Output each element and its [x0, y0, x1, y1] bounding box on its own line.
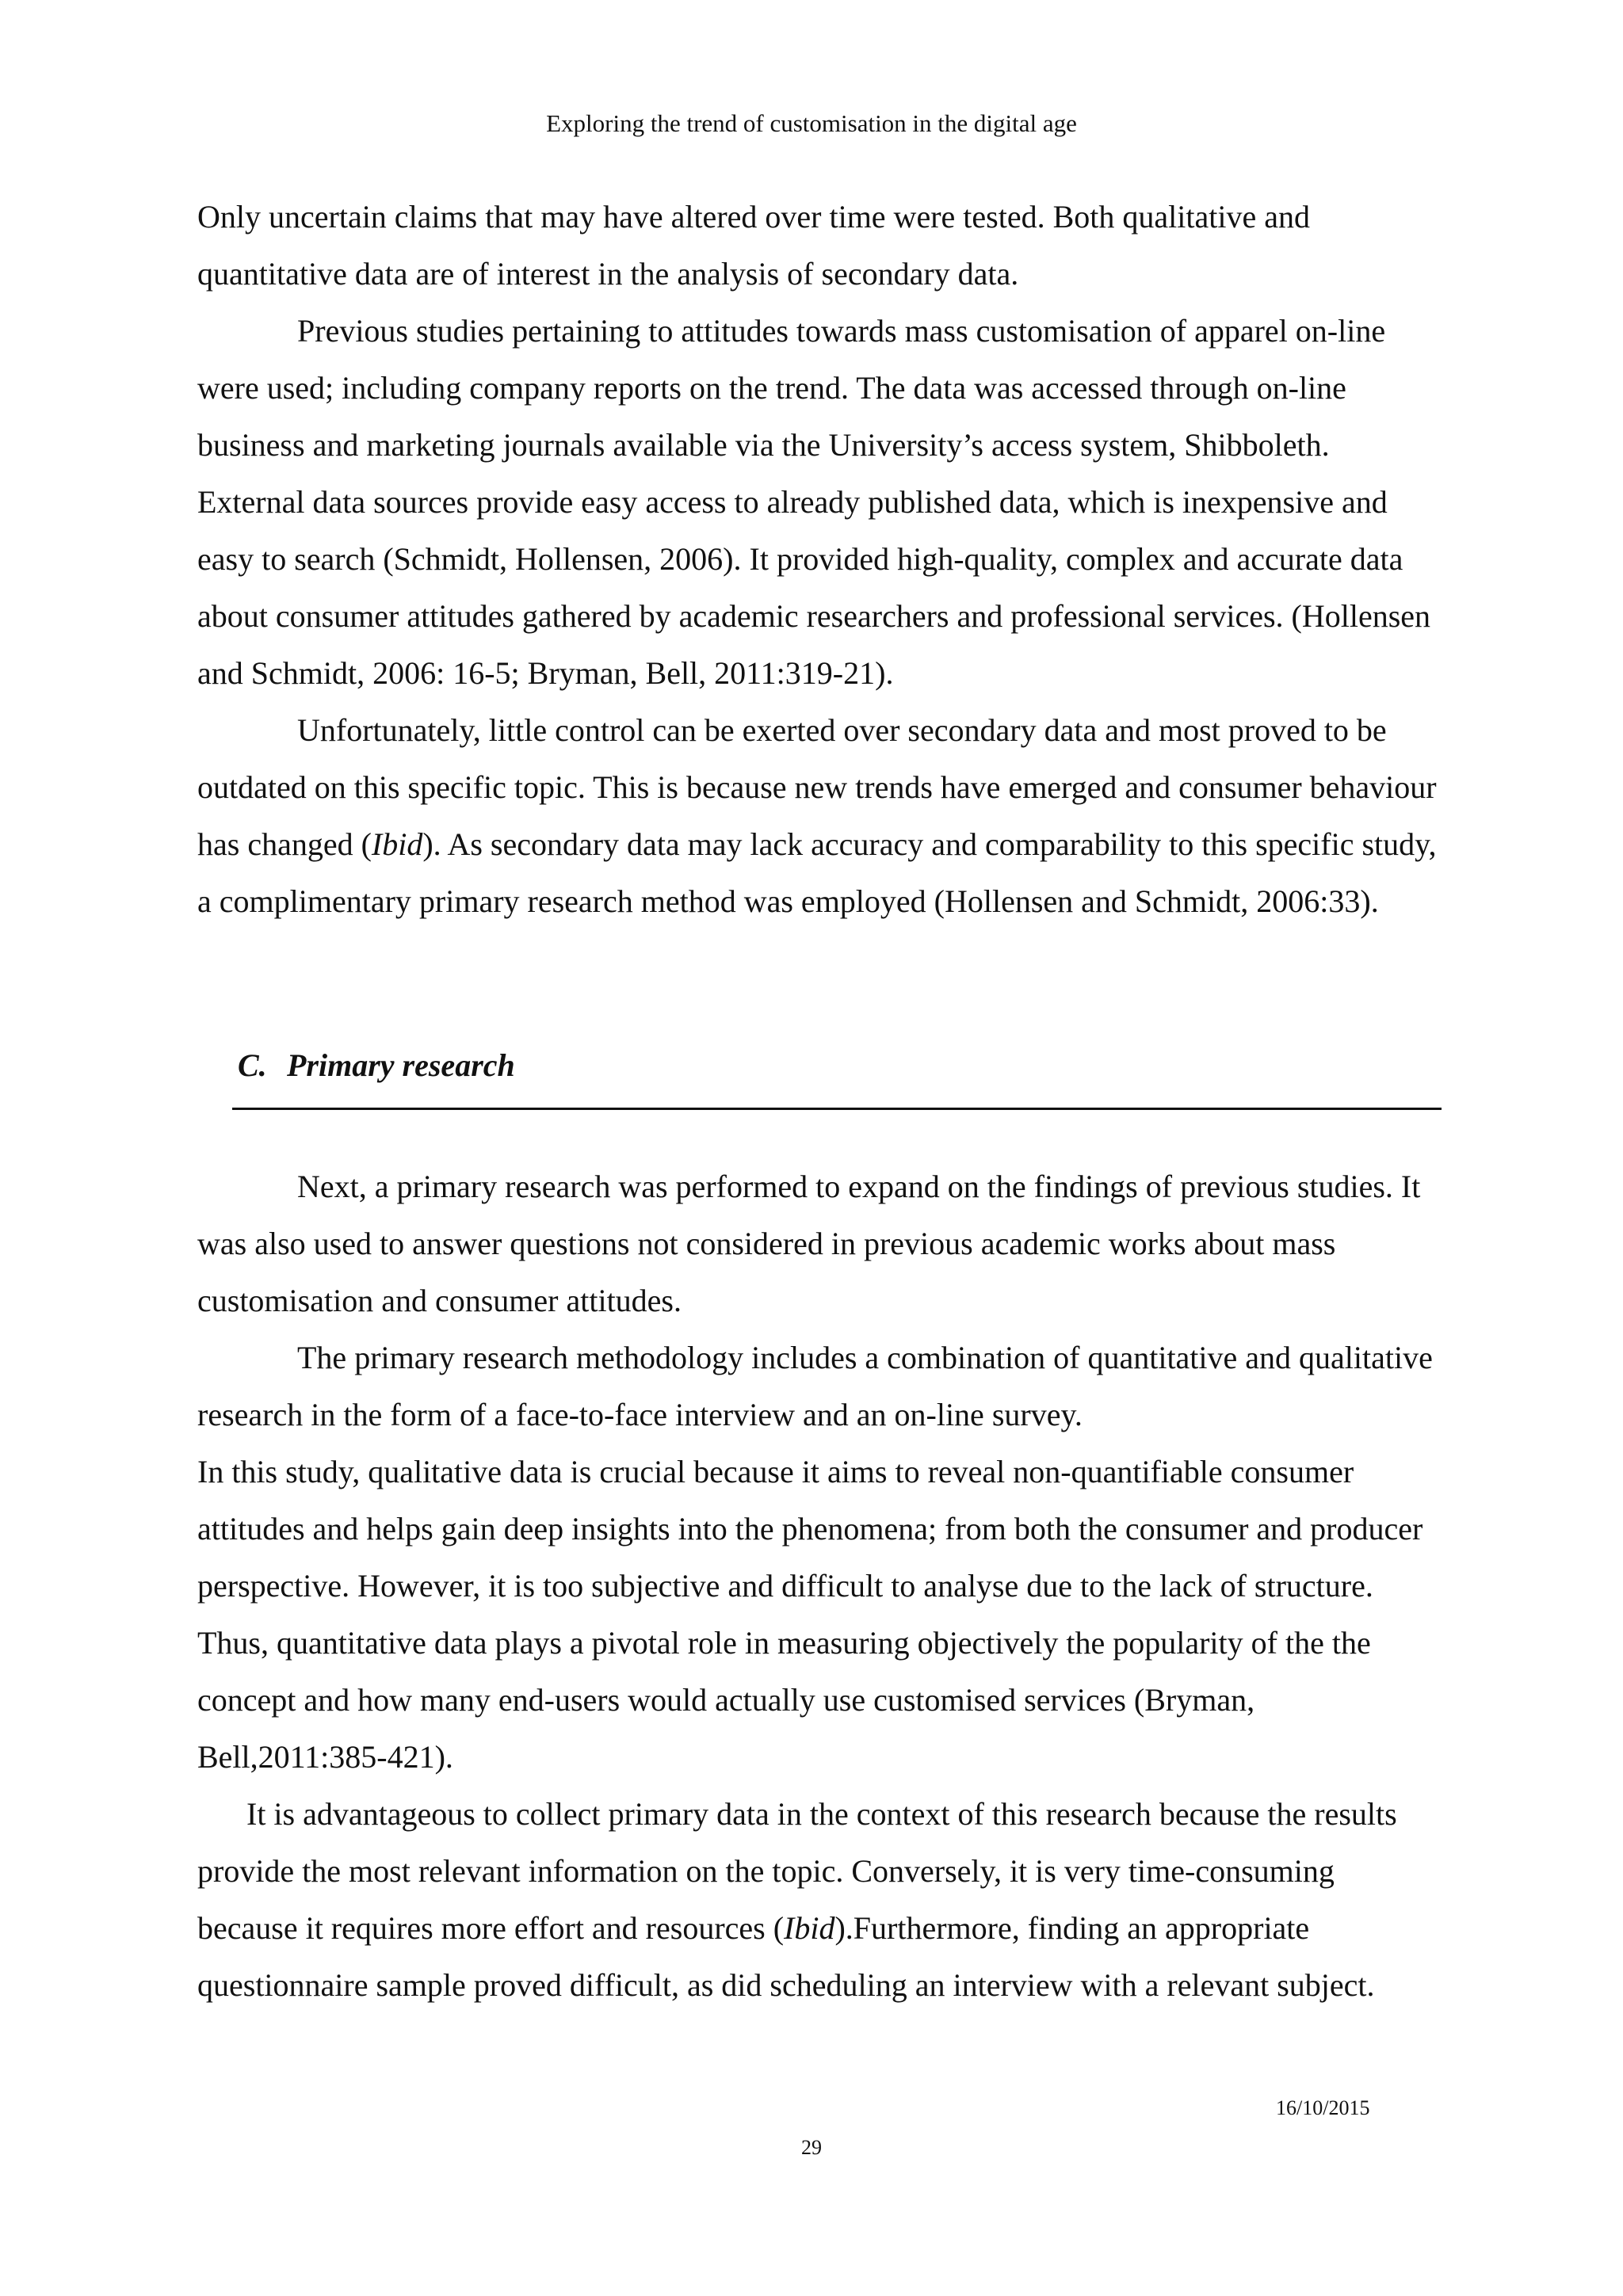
footer-date: 16/10/2015 [1276, 2096, 1370, 2119]
section-letter: C. [238, 1047, 267, 1083]
paragraph-text: ). As secondary data may lack accuracy and comparability to this specific study, a complimentary primary research method was employed (Hollensen and Schmidt, 2006:33). [197, 826, 1437, 919]
paragraph-methodology: The primary research methodology includes a combination of quantitative and qualitative research in the form of a face-to-face interview and an on-line survey. [197, 1340, 1433, 1432]
ibid-citation: Ibid [371, 826, 423, 862]
heading-divider [232, 1108, 1442, 1110]
section-title: Primary research [287, 1047, 515, 1083]
paragraph-previous-studies: Previous studies pertaining to attitudes towards mass customisation of apparel on-line were used; including company reports on the trend. The data was accessed through on-line business and marketing journals available via the University’s access system, Shibboleth. External data sources provide easy access to already published data, which is inexpensive and easy to search (Schmidt, Hollensen, 2006). It provided high-quality, complex and accurate data about consumer attitudes gathered by academic researchers and professional services. (Hollensen and Schmidt, 2006: 16-5; Bryman, Bell, 2011:319-21). [197, 313, 1431, 691]
section-heading [238, 1043, 515, 1088]
paragraph-text: It is advantageous to collect primary data in the context of this research because the results provide the most relevant information on the topic. Conversely, it is very time-consuming because it requires more effort and resources ( [197, 1796, 1397, 1946]
secondary-data-section [197, 189, 1442, 930]
primary-research-section [197, 1158, 1442, 2014]
paragraph-qualitative: In this study, qualitative data is crucial because it aims to reveal non-quantifiable consumer attitudes and helps gain deep insights into the phenomena; from both the consumer and producer perspective. However, it is too subjective and difficult to analyse due to the lack of structure. Thus, quantitative data plays a pivotal role in measuring objectively the popularity of the the concept and how many end-users would actually use customised services (Bryman, Bell,2011:385-421). [197, 1454, 1423, 1775]
paragraph-little-control [197, 702, 1442, 930]
running-header: Exploring the trend of customisation in the digital age [546, 109, 1077, 137]
page-number: 29 [801, 2136, 822, 2159]
paragraph-text: Unfortunately, little control can be exerted over secondary data and most proved to be outdated on this specific topic. This is because new trends have emerged and consumer behaviour has changed ( [197, 712, 1437, 862]
paragraph-next-primary: Next, a primary research was performed to expand on the findings of previous studies. It was also used to answer questions not considered in previous academic works about mass customisation and consumer attitudes. [197, 1169, 1421, 1318]
paragraph-advantageous [197, 1786, 1442, 2014]
paragraph-uncertain-claims: Only uncertain claims that may have altered over time were tested. Both qualitative and quantitative data are of interest in the analysis of secondary data. [197, 199, 1310, 292]
paragraph-text: ).Furthermore, finding an appropriate questionnaire sample proved difficult, as did scheduling an interview with a relevant subject. [197, 1910, 1375, 2003]
ibid-citation: Ibid [784, 1910, 835, 1946]
